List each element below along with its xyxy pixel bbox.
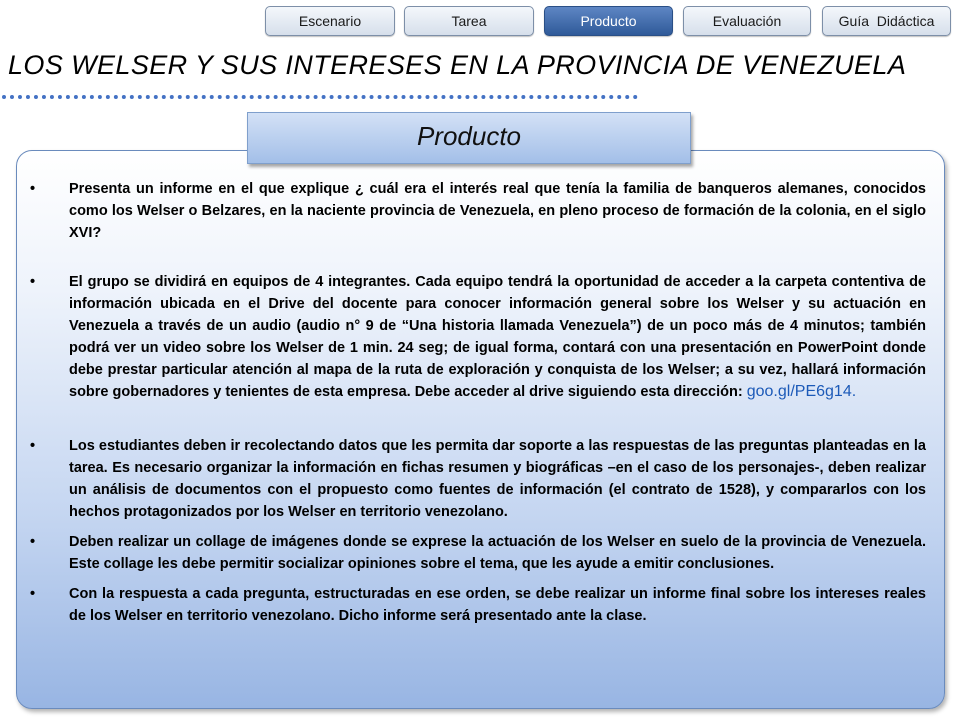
nav-producto-button[interactable]: Producto xyxy=(544,6,673,36)
page-title: LOS WELSER Y SUS INTERESES EN LA PROVINCIA DE VENEZUELA xyxy=(8,50,907,80)
list-item-text: Deben realizar un collage de imágenes donde se exprese la actuación de los Welser en suelo de la provincia de Venezuela. Este collage les debe permitir socializar opiniones sobre el tema, que les ayude a emitir conclusiones. xyxy=(69,534,926,572)
top-nav xyxy=(0,6,960,38)
link-suffix: . xyxy=(851,383,857,400)
nav-guia-didactica-button[interactable]: Guía Didáctica xyxy=(822,6,951,36)
list-item-text: Con la respuesta a cada pregunta, estructuradas en ese orden, se debe realizar un informe final sobre los intereses reales de los Welser en territorio venezolano. Dicho informe será presentado ante la clase. xyxy=(69,586,926,624)
list-item xyxy=(30,583,926,627)
list-item xyxy=(30,271,926,403)
list-item-text: Los estudiantes deben ir recolectando datos que les permita dar soporte a las respuestas de las preguntas planteadas en la tarea. Es necesario organizar la información en fichas resumen y biográficas –en el caso de los personajes-, deben realizar un análisis de documentos con el propuesto como fuentes de información (el contrato de 1528), y compararlos con los hechos protagonizados por los Welser en territorio venezolano. xyxy=(69,438,926,520)
bullet-icon: • xyxy=(30,438,36,454)
title-dotted-divider xyxy=(2,95,638,99)
bullet-icon: • xyxy=(30,586,36,602)
nav-escenario-button[interactable]: Escenario xyxy=(265,6,395,36)
nav-tarea-button[interactable]: Tarea xyxy=(404,6,534,36)
bullet-icon: • xyxy=(30,274,36,290)
section-label: Producto xyxy=(247,112,691,164)
list-item xyxy=(30,531,926,575)
bullet-icon: • xyxy=(30,181,36,197)
list-item xyxy=(30,178,926,244)
bullet-icon: • xyxy=(30,534,36,550)
list-item-text: El grupo se dividirá en equipos de 4 integrantes. Cada equipo tendrá la oportunidad de acceder a la carpeta contentiva de información ubicada en el Drive del docente para conocer información general sobre los Welser y su actuación en Venezuela a través de un audio (audio n° 9 de “Una historia llamada Venezuela”) de un poco más de 4 minutos; también podrá ver un video sobre los Welser de 1 min. 24 seg; de igual forma, contará con una presentación en PowerPoint donde debe prestar particular atención al mapa de la ruta de exploración y conquista de los Welser; a su vez, hallará información sobre gobernadores y tenientes de esta empresa. Debe acceder al drive siguiendo esta dirección: xyxy=(69,274,926,400)
drive-link[interactable]: goo.gl/PE6g14 xyxy=(746,383,852,400)
list-item-text: Presenta un informe en el que explique ¿ cuál era el interés real que tenía la familia de banqueros alemanes, conocidos como los Welser o Belzares, en la naciente provincia de Venezuela, en pleno proceso de formación de la colonia, en el siglo XVI? xyxy=(69,181,926,241)
bullet-list xyxy=(30,178,926,635)
nav-evaluacion-button[interactable]: Evaluación xyxy=(683,6,811,36)
list-item xyxy=(30,435,926,523)
